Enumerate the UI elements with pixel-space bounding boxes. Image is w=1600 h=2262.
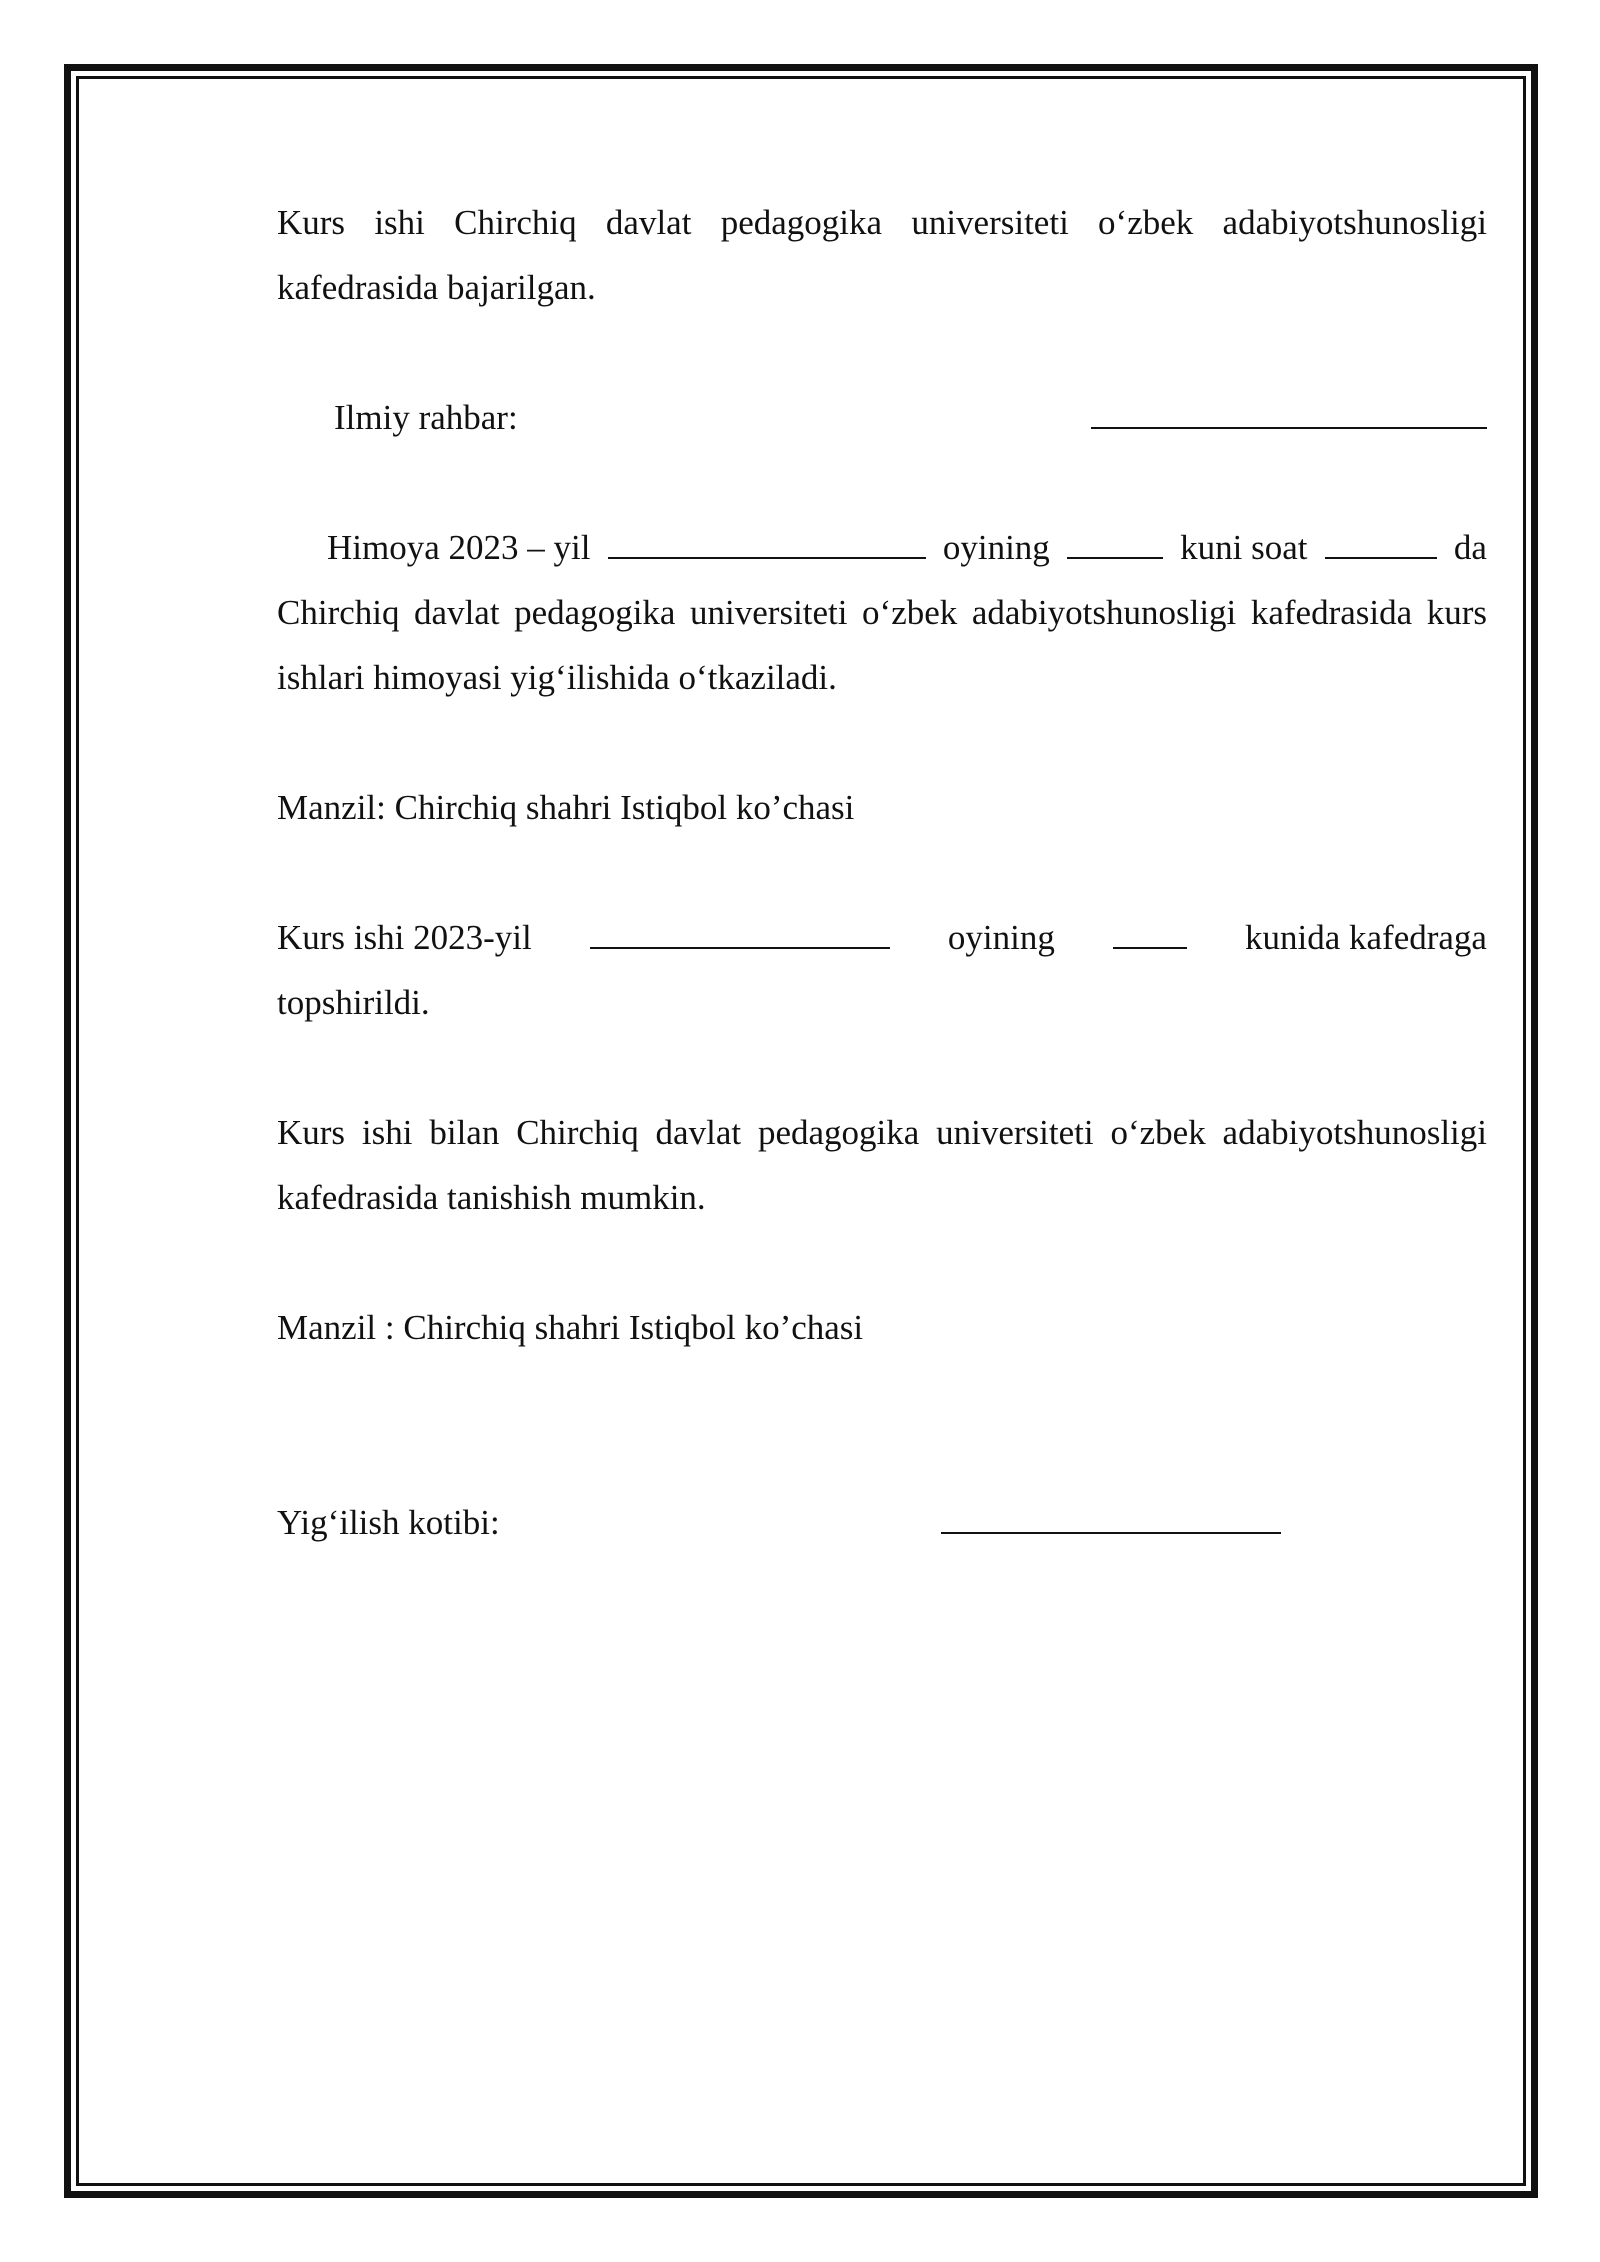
defense-hour-blank[interactable] <box>1325 527 1437 559</box>
address-first: Manzil: Chirchiq shahri Istiqbol ko’chasi <box>277 788 855 827</box>
submission-month-word: oyining <box>947 918 1055 957</box>
submission-rest: topshirildi. <box>277 983 430 1022</box>
submission-day-blank[interactable] <box>1113 917 1187 949</box>
defense-month-blank[interactable] <box>608 527 926 559</box>
supervisor-label: Ilmiy rahbar: <box>334 398 518 437</box>
defense-prefix: Himoya 2023 – yil <box>327 528 591 567</box>
submission-day-word: kunida kafedraga <box>1245 918 1487 957</box>
document-body <box>277 190 1487 1555</box>
defense-paragraph <box>277 515 1487 710</box>
defense-day-blank[interactable] <box>1067 527 1163 559</box>
supervisor-signature-line[interactable] <box>1091 397 1487 429</box>
submission-prefix: Kurs ishi 2023-yil <box>277 918 532 957</box>
secretary-row <box>277 1490 1487 1555</box>
address-second: Manzil : Chirchiq shahri Istiqbol ko’chasi <box>277 1308 864 1347</box>
defense-da-word: da <box>1453 528 1487 567</box>
submission-month-blank[interactable] <box>590 917 890 949</box>
defense-day-word: kuni soat <box>1180 528 1308 567</box>
submission-first-line <box>277 905 1487 970</box>
supervisor-row <box>277 385 1487 450</box>
defense-month-word: oyining <box>942 528 1050 567</box>
defense-rest: Chirchiq davlat pedagogika universiteti o‘zbek adabiyotshunosligi kafedrasida kurs ishlari himoyasi yig‘ilishida o‘tkaziladi. <box>277 593 1487 697</box>
defense-first-line <box>277 515 1487 580</box>
secretary-label: Yig‘ilish kotibi: <box>277 1503 500 1542</box>
secretary-signature-line[interactable] <box>941 1502 1281 1534</box>
submission-paragraph <box>277 905 1487 1035</box>
intro-paragraph: Kurs ishi Chirchiq davlat pedagogika universiteti o‘zbek adabiyotshunosligi kafedrasida bajarilgan. <box>277 203 1487 307</box>
review-paragraph: Kurs ishi bilan Chirchiq davlat pedagogika universiteti o‘zbek adabiyotshunosligi kafedrasida tanishish mumkin. <box>277 1113 1487 1217</box>
